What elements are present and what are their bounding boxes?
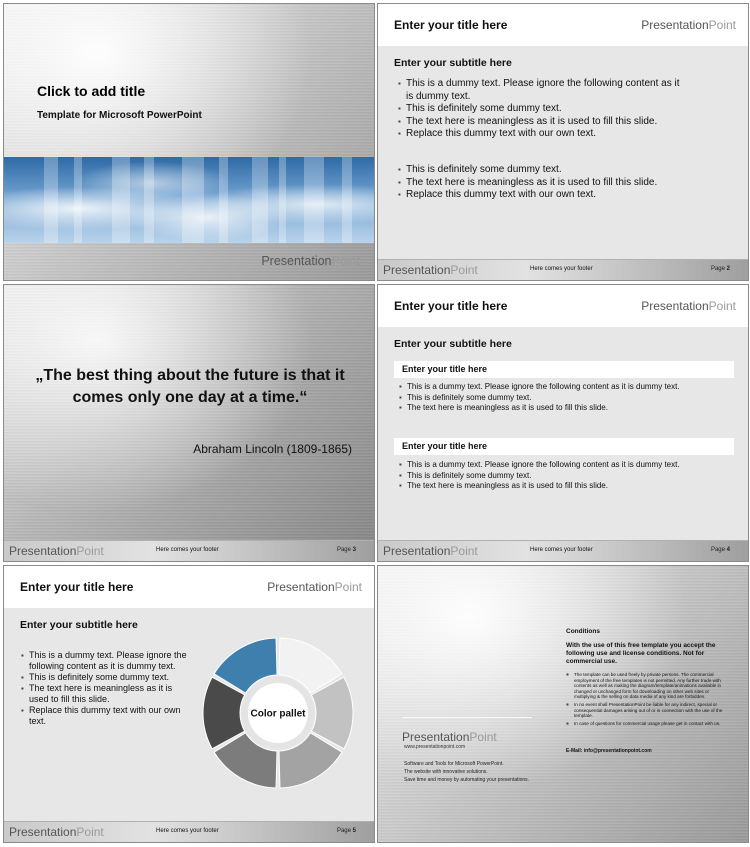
slide-footer <box>4 540 374 561</box>
donut-center-label: Color pallet <box>250 708 306 720</box>
bullet-list <box>21 650 189 727</box>
bullet-item: ▪ The text here is meaningless as it is used to fill this slide. <box>399 481 709 492</box>
page-number: Page 2 <box>710 266 730 272</box>
bullet-item: ▪ The text here is meaningless as it is used to fill this slide. <box>398 116 688 129</box>
conditions-title: Conditions <box>566 628 600 635</box>
bullet-item: ▪ This is a dummy text. Please ignore the following content as it is dummy text. <box>399 460 709 471</box>
presentationpoint-logo: PresentationPoint <box>641 18 736 32</box>
footer-text: Here comes your footer <box>530 547 593 553</box>
bullet-item: ▪ This is definitely some dummy text. <box>399 471 709 482</box>
bullet-list <box>398 78 688 141</box>
slide-subtitle[interactable]: Enter your subtitle here <box>394 57 512 69</box>
presentationpoint-logo: PresentationPoint <box>383 544 478 558</box>
bullet-list <box>398 164 688 202</box>
slide-2-thumbnail[interactable] <box>377 3 749 281</box>
presentationpoint-logo: PresentationPoint <box>402 730 497 744</box>
bullet-item: ▪ This is a dummy text. Please ignore the following content as it is dummy text. <box>398 78 688 103</box>
slide-header <box>4 566 374 608</box>
presentationpoint-logo: PresentationPoint <box>641 299 736 313</box>
website-url: www.presentationpoint.com <box>404 744 466 750</box>
page-number: Page 4 <box>710 547 730 553</box>
slide-header <box>378 285 748 327</box>
slide-title[interactable]: Enter your title here <box>394 299 508 313</box>
slide-title[interactable]: Click to add title <box>37 83 146 99</box>
slide-3-thumbnail[interactable] <box>3 284 375 562</box>
bullet-item: ▪ In no event shall PresentationPoint be liable for any indirect, special or consequential damages arising out of or in connection with the use of the template. <box>566 702 724 719</box>
bullet-list <box>399 460 709 492</box>
bullet-item: ▪ This is definitely some dummy text. <box>399 393 709 404</box>
slide-footer <box>378 540 748 561</box>
bullet-item: ▪ This is a dummy text. Please ignore the following content as it is dummy text. <box>21 650 189 672</box>
sky-banner-image <box>4 157 374 243</box>
bullet-item: ▪ This is definitely some dummy text. <box>398 164 688 177</box>
tagline <box>404 760 529 784</box>
tagline-line: The website with innovative solutions. <box>404 769 488 775</box>
bullet-list <box>399 382 709 414</box>
slide-4-thumbnail[interactable] <box>377 284 749 562</box>
content-box-header: Enter your title here <box>394 361 734 378</box>
bullet-item: ▪ The text here is meaningless as it is used to fill this slide. <box>398 177 688 190</box>
divider <box>402 717 532 718</box>
presentationpoint-logo: PresentationPoint <box>9 544 104 558</box>
presentationpoint-logo: PresentationPoint <box>9 825 104 839</box>
content-box-header: Enter your title here <box>394 438 734 455</box>
slide-footer <box>4 821 374 842</box>
bullet-item: ▪ This is a dummy text. Please ignore the following content as it is dummy text. <box>399 382 709 393</box>
slide-subtitle[interactable]: Enter your subtitle here <box>394 338 512 350</box>
page-number: Page 3 <box>336 547 356 553</box>
conditions-list <box>566 672 724 728</box>
conditions-intro: With the use of this free template you accept the following use and license conditions. Not for commercial use. <box>566 642 716 665</box>
footer-text: Here comes your footer <box>156 828 219 834</box>
quote-author: Abraham Lincoln (1809-1865) <box>193 442 352 456</box>
slide-header <box>378 4 748 46</box>
slide-subtitle[interactable]: Enter your subtitle here <box>20 619 138 631</box>
presentationpoint-logo: PresentationPoint <box>383 263 478 277</box>
color-pallet-donut <box>198 633 358 793</box>
bullet-item: ▪ This is definitely some dummy text. <box>21 672 189 683</box>
quote-text[interactable]: „The best thing about the future is that it comes only one day at a time.“ <box>35 367 345 406</box>
slide-subtitle: Template for Microsoft PowerPoint <box>37 110 202 121</box>
slide-6-thumbnail[interactable] <box>377 565 749 843</box>
bullet-item: ▪ Replace this dummy text with our own text. <box>398 189 688 202</box>
bullet-item: ▪ The template can be used freely by private persons. The commercial employment of the free templates is not permitted. Any further trade with contents as well as making the diagram/template/animations available in changed or unchanged form for downloading on other web sites or multiplying & the selling on data media of any kind are forbidden. <box>566 672 724 700</box>
bullet-item: ▪ Replace this dummy text with our own text. <box>21 705 189 727</box>
bullet-item: ▪ The text here is meaningless as it is used to fill this slide. <box>399 403 709 414</box>
slide-title[interactable]: Enter your title here <box>20 580 134 594</box>
page-number: Page 5 <box>336 828 356 834</box>
bullet-item: ▪ The text here is meaningless as it is used to fill this slide. <box>21 683 189 705</box>
slide-1-thumbnail[interactable] <box>3 3 375 281</box>
contact-email: E-Mail: info@presentationpoint.com <box>566 748 652 754</box>
bullet-item: ▪ This is definitely some dummy text. <box>398 103 688 116</box>
bullet-item: ▪ Replace this dummy text with our own text. <box>398 128 688 141</box>
slide-5-thumbnail[interactable] <box>3 565 375 843</box>
bullet-item: ▪ In case of questions for commercial usage please get in contact with us. <box>566 721 724 727</box>
tagline-line: Save time and money by automating your presentations. <box>404 777 530 783</box>
presentationpoint-logo: PresentationPoint <box>267 580 362 594</box>
tagline-line: Software and Tools for Microsoft PowerPoint. <box>404 761 504 767</box>
slide-title[interactable]: Enter your title here <box>394 18 508 32</box>
slide-footer <box>378 259 748 280</box>
presentationpoint-logo: PresentationPoint <box>261 254 360 268</box>
footer-text: Here comes your footer <box>156 547 219 553</box>
footer-text: Here comes your footer <box>530 266 593 272</box>
